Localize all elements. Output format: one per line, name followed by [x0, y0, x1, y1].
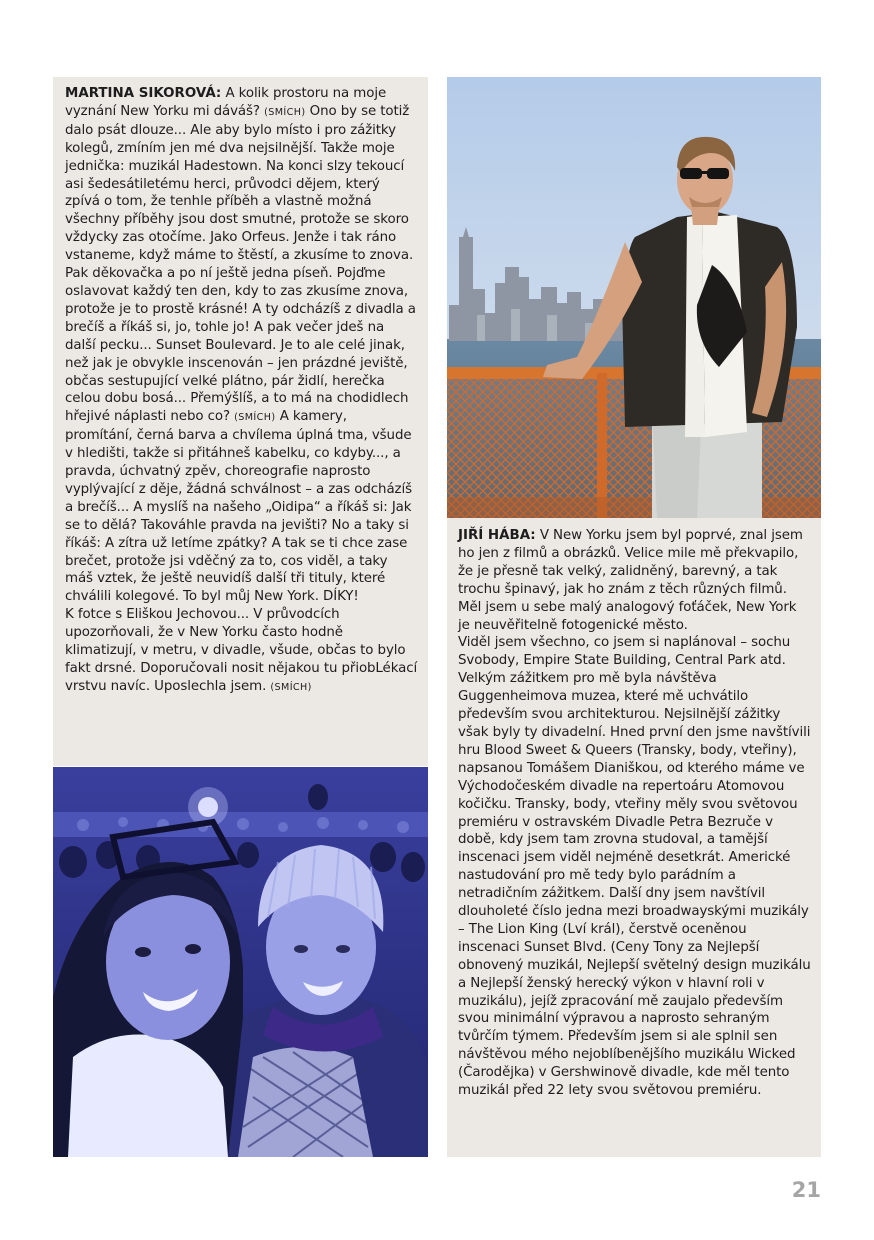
right-paragraph-2: Viděl jsem všechno, co jsem si naplánoval – sochu Svobody, Empire State Building, Central Park atd. Velkým zážitkem pro mě byla návštěva Guggenheimova muzea, které mě uchvátilo především svou architekturou. Nejsilnější zážitky však byly ty divadelní. Hned první den jsme navštívili hru Blood Sweet & Queers (Transky, body, vteřiny), napsanou Tomášem Dianiškou, od kterého máme ve Východočeském divadle na repertoáru Atomovou kočičku. Transky, body, vteřiny měly svou světovou premiéru v ostravském Divadle Petra Bezruče v době, kdy jsem tam zrovna studoval, a tamější inscenaci jsem viděl nejméně desetkrát. Americké nastudování pro mě tedy bylo parádním a netradičním zážitkem. Další dny jsem navštívil dlouholeté číslo jedna mezi broadwayskými muzikály – The Lion King (Lví král), čerstvě oceněnou inscenaci Sunset Blvd. (Ceny Tony za Nejlepší obnovený muzikál, Nejlepší světelný design muzikálu a Nejlepší ženský herecký výkon v hlavní roli v muzikálu), jejíž zpracování mě zaujalo především svou minimální výpravou a naprosto sehraným tvůrčím týmem. Především jsem si ale splnil sen návštěvou mého nejoblíbenějšího muzikálu Wicked (Čarodějka) v Gershwinově divadle, kde měl tento muzikál před 22 lety svou světovou premiéru.	[458, 635, 811, 1099]
photo-man-on-ferry	[447, 77, 821, 518]
left-paragraph-2	[65, 606, 418, 697]
laugh-note: (SMÍCH)	[270, 681, 312, 693]
left-article-panel	[53, 77, 428, 766]
laugh-note: (SMÍCH)	[264, 106, 306, 118]
page-number: 21	[791, 1178, 821, 1202]
left-paragraph-1	[65, 85, 418, 606]
text-run: A kamery, promítání, černá barva a chvílema úplná tma, všude v hledišti, takže si přitáhneš kabelku, co kdyby..., a pravda, úchvatný zpěv, choreografie naprosto vyplývající z děje, žádná schválnost – a zas odcházíš a brečíš... A myslíš na našeho „Oidipa“ a říkáš si: Jak se to dělá? Takováhle pravda na jevišti? No a taky si říkáš: A zítra už letíme zpátky? A tak se ti chce zase brečet, protože jsi vděčný za to, cos viděl, a taky máš vztek, že ještě neuvidíš další tři tituly, které chválili kolegové. To byl můj New York. DÍKY!	[65, 409, 412, 605]
right-paragraph-1	[458, 527, 811, 634]
speaker-name: MARTINA SIKOROVÁ:	[65, 86, 222, 101]
speaker-name: JIŘÍ HÁBA:	[458, 528, 536, 543]
text-run: V New Yorku jsem byl poprvé, znal jsem ho jen z filmů a obrázků. Velice mile mě překvapilo, že je přesně tak velký, zalidněný, barevný, a tak trochu špinavý, jak ho znám z těch různých filmů. Měl jsem u sebe malý analogový foťáček, New York je neuvěřitelně fotogenické město.	[458, 528, 803, 633]
text-run: K fotce s Eliškou Jechovou... V průvodcích upozorňovali, že v New Yorku často hodně klimatizují, v metru, v divadle, všude, občas to bylo fakt drsné. Doporučovali nosit nějakou tu přiobLékací vrstvu navíc. Uposlechla jsem.	[65, 607, 418, 694]
photo-selfie-in-theatre	[53, 767, 428, 1157]
laugh-note: (SMÍCH)	[234, 412, 276, 424]
text-run: A kolik prostoru na moje vyznání New Yorku mi dáváš?	[65, 86, 387, 119]
text-run: Ono by se totiž dalo psát dlouze... Ale aby bylo místo i pro zážitky kolegů, zmíním jen mé dva nejsilnější. Takže moje jednička: muzikál Hadestown. Na konci slzy tekoucí asi šedesátiletému herci, průvodci dějem, který zpívá o tom, že tenhle příběh a vlastně možná všechny příběhy jsou dost smutné, protože se skoro vždycky zas otočíme. Jako Orfeus. Jenže i tak ráno vstaneme, když máme to štěstí, a zkusíme to znova. Pak děkovačka a po ní ještě jedna píseň. Pojďme oslavovat každý ten den, kdy to zas zkusíme znova, protože je to prostě krásné! A ty odcházíš z divadla a brečíš a říkáš si, jo, tohle jo! A pak večer jdeš na další pecku... Sunset Boulevard. Je to ale celé jinak, než jak je obvykle inscenován – jen prázdné jeviště, občas sestupující velké plátno, pár židlí, herečka celou dobu bosá... Přemýšlíš, a to má na chodidlech hřejivé náplasti nebo co?	[65, 103, 416, 425]
right-article-panel	[447, 518, 821, 1157]
right-article-text	[458, 527, 811, 1100]
left-article-text	[65, 85, 418, 697]
